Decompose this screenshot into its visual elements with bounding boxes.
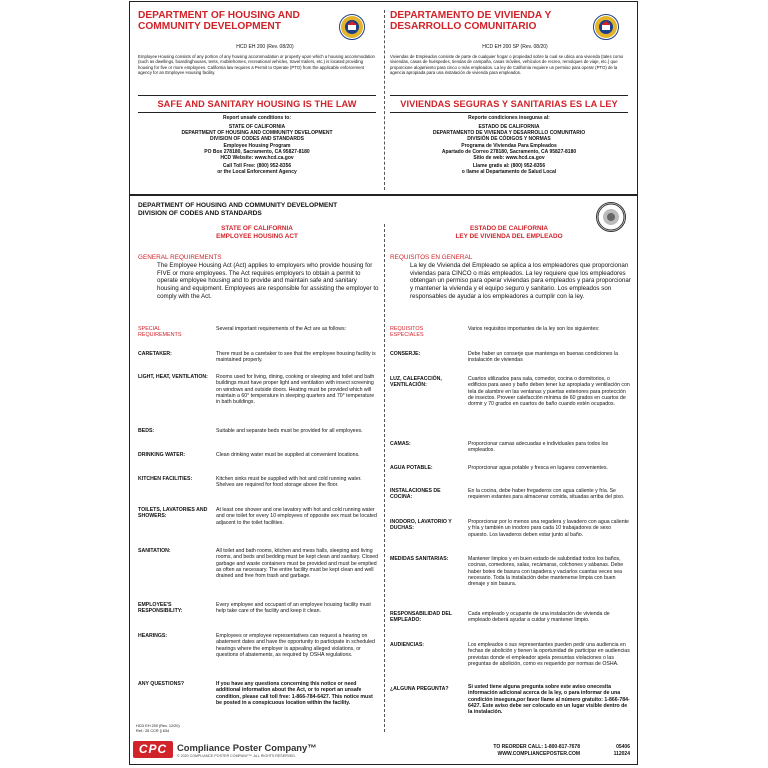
agency-line: Employee Housing Program: [223, 142, 291, 149]
req-label: CARETAKER:: [138, 351, 172, 357]
req-text: Rooms used for living, dining, cooking or sleeping and toilet and bath buildings must have proper light and ventilation with insect screening on windows and outside doors. Heating must be provided which will maintain a 60° temperature in sleeping quarters and 70° temperature in bath buildings.: [216, 374, 375, 406]
agency-line: Apartado de Correo 278180, Sacramento, CA 95827-8180: [441, 148, 577, 155]
req-label: DRINKING WATER:: [138, 452, 186, 458]
gen-req-text-es: La ley de Vivienda del Empleado se aplica a los empleadores que proporcionan viviendas para CINCO o más empleados. La ley requiere que los empleadores obtengan un permiso para operar viviendas para empleados y para proporcionar y mantener la vivienda y el equipo seguro y sanitario. Los empleados son responsables de ayudar a los empleadores a cumplir con la ley.: [410, 262, 631, 300]
req-text: All toilet and bath rooms, kitchen and mess halls, sleeping and living rooms, and beds and bedding must be kept clean and sanitary. Closed garbage and waste containers must be provided and must be emptied as often as necessary. The entire facility must be kept clean and well drained and free from trash and garbage.: [216, 548, 378, 580]
top-es-report: Reporte condiciones inseguras al:: [468, 115, 550, 121]
top-en-agency: [138, 124, 376, 176]
req-text: Every employee and occupant of an employee housing facility must help take care of the facility and keep it clean.: [216, 602, 371, 615]
act-en-title: [138, 225, 376, 240]
toll-free-line: Call Toll Free: (800) 952-8356: [222, 163, 292, 170]
gen-req-heading-es: REQUISITOS EN GENERAL: [390, 254, 473, 261]
req-text-es: Si usted tiene alguna pregunta sobre este aviso onecesita información adicional acerca de la ley, o para informar de una condición insegura,por favor llame al número gratuito: 1-866-784-6427. Este aviso debe ser colocado en un lugar visible dentro de la instalación.: [468, 684, 630, 716]
website-link[interactable]: HCD Website: www.hcd.ca.gov: [220, 155, 294, 162]
reorder-phone: TO REORDER CALL: 1-800-817-7678: [493, 744, 580, 750]
top-en-banner: SAFE AND SANITARY HOUSING IS THE LAW: [157, 99, 357, 109]
req-text: Clean drinking water must be supplied at convenient locations.: [216, 452, 360, 458]
req-label: KITCHEN FACILITIES:: [138, 476, 193, 482]
poster-codes: [600, 744, 630, 758]
special-req-text: Several important requirements of the Act are as follows:: [216, 326, 347, 332]
req-text: There must be a caretaker to see that the employee housing facility is maintained properly.: [216, 351, 376, 364]
agency-line: DIVISIÓN DE CÓDIGOS Y NORMAS: [467, 136, 551, 143]
local-agency-line: or the Local Enforcement Agency: [217, 169, 297, 176]
req-label-es: CONSERJE:: [390, 351, 421, 357]
top-es-banner: VIVIENDAS SEGURAS Y SANITARIAS ES LA LEY: [400, 99, 618, 109]
req-text-es: Proporcionar por lo menos una regadera y lavadero con agua caliente y fría y también un inodoro para cada 10 trabajadores de sexo opuesto. Los lavaderos deben estar junto al baño.: [468, 519, 629, 538]
poster-code: 05406: [616, 744, 630, 750]
req-text-es: Mantener limpios y en buen estado de salubridad todos los baños, cocinas, comedores, salas, recámaras, colchones y sábanas. Debe haber botes de basura con tapadera y vaciarlos cuantas veces sea necesario. Toda la instalación debe mantenerse limpia con buen drenaje y sin basura.: [468, 556, 624, 588]
req-label: ANY QUESTIONS?: [138, 681, 185, 687]
website-link[interactable]: Sitio de web: www.hcd.ca.gov: [473, 155, 545, 162]
req-label: HEARINGS:: [138, 633, 168, 639]
agency-line: DEPARTAMENTO DE VIVIENDA Y DESARROLLO COMUNITARIO: [432, 130, 586, 137]
special-req-label-es: REQUISITOS ESPECIALES: [390, 326, 424, 339]
top-es-agency: [390, 124, 628, 176]
req-text-es: Los empleados o sus representantes pueden pedir una audiencia en fechas de abolición y tienen la oportunidad de participar en audiencias previstas donde el empleador apela presuntas violaciones o las preguntas de abolición, como es requerido por normas de OSHA.: [468, 642, 630, 667]
division-header: [138, 202, 398, 218]
req-text: At least one shower and one lavatory with hot and cold running water and one toilet for every 10 employees of opposite sex must be located adjacent to the toilet facilities.: [216, 507, 377, 526]
req-label: BEDS:: [138, 428, 155, 434]
agency-line: ESTADO DE CALIFORNIA: [478, 124, 540, 130]
req-text-es: Debe haber un conserje que mantenga en buenas condiciones la instalación de viviendas: [468, 351, 618, 364]
poster-date-code: 112024: [613, 751, 630, 757]
company-name: Compliance Poster Company™: [177, 742, 317, 753]
top-en-intro: Employee Housing consists of any portion of any housing accommodation or property upon which a housing accommodation (such as dwellings, boardinghouses, tents, mobilehomes, recreational vehicles, travel trailers, etc.) is located providing housing for five or more employees. California law requires a Permit to Operate (PTO) from the applicable enforcement agency for an Employee Housing facility.: [138, 54, 375, 75]
agency-line: STATE OF CALIFORNIA: [228, 124, 286, 130]
req-label-es: CAMAS:: [390, 441, 411, 447]
special-req-text-es: Varios requisitos importantes de la ley son los siguientes:: [468, 326, 600, 332]
req-label-es: INSTALACIONES DE COCINA:: [390, 488, 441, 501]
hcd-seal-icon: [593, 14, 619, 40]
agency-line: PO Box 278180, Sacramento, CA 95827-8180: [204, 148, 310, 155]
footer-form-code: [136, 724, 180, 733]
division-line: DIVISION OF CODES AND STANDARDS: [138, 210, 262, 217]
req-label-es: ¿ALGUNA PREGUNTA?: [390, 686, 449, 692]
toll-free-line: Llame gratis al: (800) 952-8356: [472, 163, 546, 170]
req-text: Suitable and separate beds must be provided for all employees.: [216, 428, 363, 434]
copyright: © 2020 COMPLIANCE POSTER COMPANY™. ALL RIGHTS RESERVED.: [177, 754, 297, 758]
req-text: If you have any questions concerning this notice or need additional information about the Act, or to report an unsafe condition, please call toll free: 1-866-784-6427. This notice must be posted in a conspicuous location within the facility.: [216, 681, 373, 706]
top-en-report: Report unsafe conditions to:: [222, 115, 292, 121]
top-es-intro: Viviendas de Empleados consiste de parte de cualquier hogar o propiedad sobre la cual se ubica una vivienda (tales como viviendas, casas de huéspedes, tiendas de campaña, casas móviles, vehículos de recreo, remolques de viaje, etc.) que proporcione alojamiento para cinco o más empleados. La ley de California requiere un permiso para operar (PTO) de la agencia apropiada para una instalación de vivienda para empleados.: [390, 54, 624, 75]
top-es-form-no: HCD EH 200 SP (Rev. 08/20): [482, 44, 548, 50]
reorder-website[interactable]: WWW.COMPLIANCEPOSTER.COM: [497, 751, 580, 757]
special-req-label: SPECIAL REQUIREMENTS: [138, 326, 182, 339]
req-label-es: LUZ, CALEFACCIÓN, VENTILACIÓN:: [390, 376, 442, 389]
act-title-line: LEY DE VIVIENDA DEL EMPLEADO: [455, 232, 563, 240]
req-text-es: Proporcionar agua potable y fresca en lugares convenientes.: [468, 465, 608, 471]
act-title-line: EMPLOYEE HOUSING ACT: [216, 232, 298, 240]
form-ref-line: Ref.: 25 CCR § 634: [136, 728, 170, 733]
top-en-title: DEPARTMENT OF HOUSING AND COMMUNITY DEVELOPMENT: [138, 10, 300, 32]
req-text-es: Cada empleado y ocupante de una instalación de vivienda de empleado deberá ayudar a cuidar y mantener limpio.: [468, 611, 610, 624]
req-label-es: AGUA POTABLE:: [390, 465, 433, 471]
act-title-line: ESTADO DE CALIFORNIA: [470, 225, 548, 232]
req-text-es: Cuartos utilizados para sala, comedor, cocina o dormitorios, o edificios para aseo y baño deben tener luz apropiada y ventilación con tela de alambre en las ventanas y puertas exteriores para protección de insectos. Proveer calefacción mínima de 60 grados en cuartos de dormir y 70 grados en cuartos de baño cuando estén ocupados.: [468, 376, 630, 408]
req-label-es: AUDIENCIAS:: [390, 642, 425, 648]
req-label: SANITATION:: [138, 548, 171, 554]
agency-line: Programa de Viviendas Para Empleados: [461, 142, 557, 149]
req-label: EMPLOYEE'S RESPONSIBILITY:: [138, 602, 183, 615]
hcd-seal-icon: [339, 14, 365, 40]
req-text-es: Proporcionar camas adecuadas e individuales para todos los empleados.: [468, 441, 609, 454]
req-text: Kitchen sinks must be supplied with hot and cold running water. Shelves are required for food storage above the floor.: [216, 476, 362, 489]
req-text-es: En la cocina, debe haber fregaderos con agua caliente y fría. Se requieren estantes para almacenar comida, situadas arriba del piso.: [468, 488, 625, 501]
req-label: TOILETS, LAVATORIES AND SHOWERS:: [138, 507, 208, 520]
reorder-info: [480, 744, 580, 758]
req-label-es: MEDIDAS SANITARIAS:: [390, 556, 449, 562]
req-label-es: INODORO, LAVATORIO Y DUCHAS:: [390, 519, 452, 532]
agency-line: DIVISION OF CODES AND STANDARDS: [210, 136, 304, 143]
top-en-form-no: HCD EH 200 (Rev. 08/20): [236, 44, 294, 50]
top-es-title: DEPARTAMENTO DE VIVIENDA Y DESARROLLO COMUNITARIO: [390, 10, 552, 32]
local-agency-line: o llame al Departamento de Salud Local: [461, 169, 557, 176]
req-text: Employees or employee representatives can request a hearing on abatement dates and have the opportunity to participate in scheduled hearings where the employer is appealing alleged violations, or questions of abatements, as required by OSHA regulations.: [216, 633, 375, 658]
agency-line: DEPARTMENT OF HOUSING AND COMMUNITY DEVELOPMENT: [181, 130, 333, 137]
poster: [129, 1, 638, 765]
division-line: DEPARTMENT OF HOUSING AND COMMUNITY DEVELOPMENT: [138, 202, 338, 209]
cpc-logo: CPC: [133, 741, 173, 758]
form-code-line: HCD EH 200 (Rev. 12/20): [136, 724, 180, 728]
req-label-es: RESPONSABILIDAD DEL EMPLEADO:: [390, 611, 452, 624]
gen-req-text: The Employee Housing Act (Act) applies to employers who provide housing for FIVE or more employees. The Act requires employers to obtain a permit to operate employee housing and to provide and maintain safe and sanitary housing and equipment. Employees are responsible for assisting the employer to comply with the Act.: [157, 262, 379, 300]
act-es-title: [390, 225, 628, 240]
act-title-line: STATE OF CALIFORNIA: [221, 225, 293, 232]
gen-req-heading: GENERAL REQUIREMENTS: [138, 254, 222, 261]
req-label: LIGHT, HEAT, VENTILATION:: [138, 374, 208, 380]
